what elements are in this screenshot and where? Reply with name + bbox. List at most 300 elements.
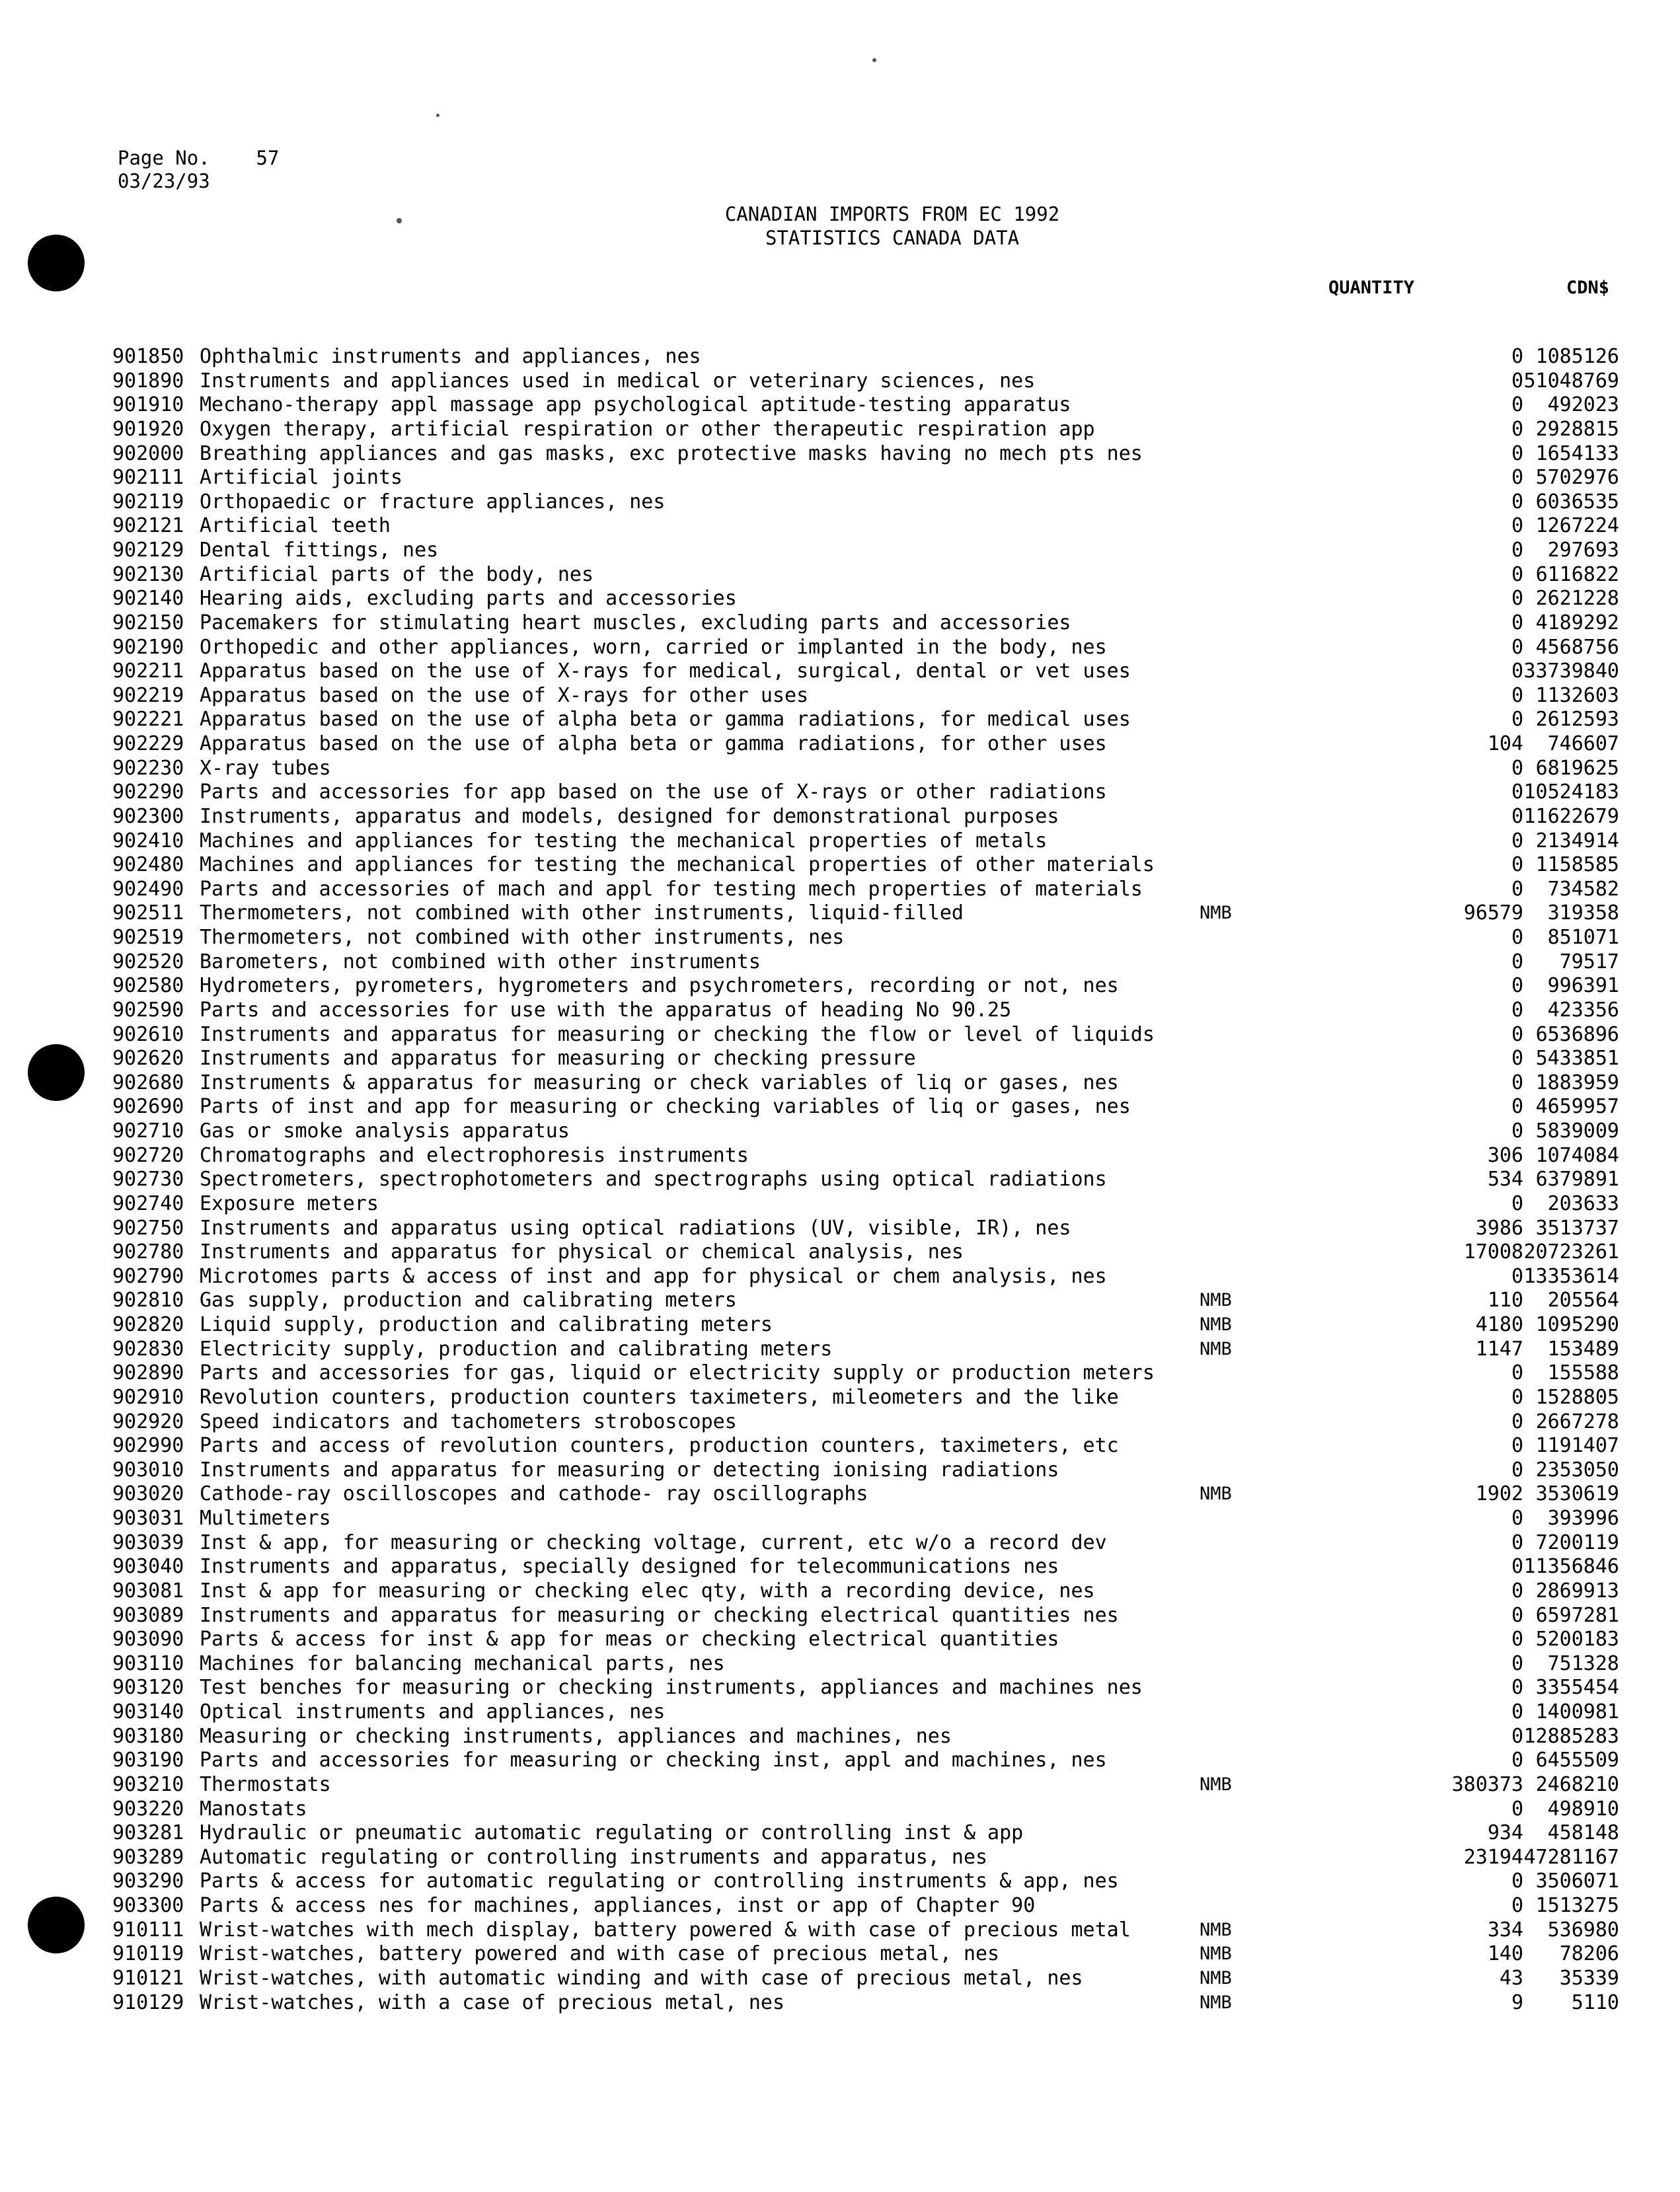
cdn-value-cell: 2928815 (1535, 417, 1619, 441)
commodity-description: Wrist-watches, battery powered and with case of precious metal, nes (200, 1942, 1000, 1966)
table-row (112, 926, 1619, 950)
quantity-cell: 0 (1511, 393, 1523, 417)
commodity-description: Parts & access nes for machines, appliances, inst or app of Chapter 90 (200, 1894, 1036, 1917)
quantity-cell: 0 (1511, 369, 1523, 393)
cdn-value-cell: 3513737 (1535, 1216, 1619, 1240)
cdn-value-cell: 1883959 (1535, 1071, 1619, 1094)
commodity-code: 901890 (112, 369, 184, 393)
quantity-cell: 0 (1511, 950, 1523, 973)
unit-of-measure: NMB (1200, 1338, 1232, 1359)
commodity-description: Wrist-watches with mech display, battery powered & with case of precious metal (200, 1918, 1131, 1942)
commodity-code: 903040 (112, 1555, 184, 1579)
commodity-description: Hydrometers, pyrometers, hygrometers and psychrometers, recording or not, nes (200, 974, 1119, 998)
commodity-code: 901850 (112, 345, 184, 368)
commodity-code: 902780 (112, 1240, 184, 1264)
commodity-description: Pacemakers for stimulating heart muscles, excluding parts and accessories (200, 611, 1071, 634)
table-row (112, 1967, 1619, 1991)
quantity-cell: 0 (1511, 998, 1523, 1022)
commodity-description: Revolution counters, production counters taximeters, mileometers and the like (200, 1385, 1119, 1409)
cdn-value-cell: 6819625 (1535, 756, 1619, 780)
quantity-cell: 96579 (1463, 901, 1523, 925)
commodity-description: Automatic regulating or controlling instruments and apparatus, nes (200, 1845, 988, 1869)
quantity-cell: 1902 (1475, 1482, 1523, 1506)
quantity-cell: 0 (1511, 1410, 1523, 1433)
table-row (112, 1991, 1619, 2016)
cdn-value-cell: 297693 (1547, 539, 1619, 562)
cdn-value-cell: 1074084 (1535, 1143, 1619, 1167)
commodity-code: 902480 (112, 853, 184, 877)
table-row (112, 780, 1619, 805)
table-row (112, 1628, 1619, 1652)
commodity-description: Machines for balancing mechanical parts, nes (200, 1651, 725, 1675)
commodity-code: 910119 (112, 1942, 184, 1966)
quantity-cell: 0 (1511, 926, 1523, 949)
commodity-code: 902000 (112, 441, 184, 465)
commodity-code: 902740 (112, 1191, 184, 1215)
cdn-value-cell: 5110 (1571, 1990, 1619, 2014)
table-row (112, 1797, 1619, 1822)
table-row (112, 1821, 1619, 1846)
quantity-cell: 1147 (1475, 1337, 1523, 1361)
quantity-cell: 0 (1511, 1603, 1523, 1627)
cdn-value-cell: 1095290 (1535, 1313, 1619, 1336)
commodity-description: Apparatus based on the use of X-rays for other uses (200, 683, 809, 707)
quantity-cell: 0 (1511, 1071, 1523, 1094)
commodity-description: Gas or smoke analysis apparatus (200, 1119, 570, 1143)
commodity-code: 903290 (112, 1870, 184, 1893)
commodity-description: Optical instruments and appliances, nes (200, 1700, 666, 1723)
quantity-cell: 0 (1511, 853, 1523, 877)
commodity-description: Machines and appliances for testing the mechanical properties of other materials (200, 853, 1155, 877)
commodity-code: 902610 (112, 1022, 184, 1046)
quantity-cell: 0 (1511, 611, 1523, 634)
table-row (112, 1023, 1619, 1047)
quantity-cell: 334 (1487, 1918, 1523, 1942)
quantity-cell: 9 (1511, 1990, 1523, 2014)
commodity-description: Liquid supply, production and calibrating meters (200, 1313, 773, 1336)
commodity-code: 902129 (112, 539, 184, 562)
commodity-description: Instruments and apparatus for measuring or checking electrical quantities nes (200, 1603, 1119, 1627)
commodity-code: 902219 (112, 683, 184, 707)
table-row (112, 418, 1619, 442)
table-row (112, 757, 1619, 781)
cdn-value-cell: 51048769 (1523, 369, 1619, 393)
commodity-code: 903081 (112, 1579, 184, 1603)
commodity-code: 903090 (112, 1628, 184, 1651)
commodity-description: Thermostats (200, 1772, 331, 1796)
cdn-value-cell: 12885283 (1523, 1724, 1619, 1748)
commodity-code: 902810 (112, 1289, 184, 1312)
table-row (112, 1047, 1619, 1071)
commodity-description: Apparatus based on the use of alpha beta or gamma radiations, for other uses (200, 732, 1107, 755)
table-row (112, 539, 1619, 563)
unit-of-measure: NMB (1200, 1967, 1232, 1988)
commodity-code: 902490 (112, 877, 184, 901)
quantity-cell: 110 (1487, 1289, 1523, 1312)
title-line-2: STATISTICS CANADA DATA (765, 227, 1020, 249)
cdn-value-cell: 6597281 (1535, 1603, 1619, 1627)
cdn-value-cell: 851071 (1547, 926, 1619, 949)
unit-of-measure: NMB (1200, 903, 1232, 924)
commodity-description: Instruments and apparatus for measuring or checking pressure (200, 1047, 916, 1071)
cdn-value-cell: 47281167 (1523, 1845, 1619, 1869)
table-row (112, 345, 1619, 369)
table-row (112, 1918, 1619, 1943)
quantity-cell: 0 (1511, 466, 1523, 490)
cdn-value-cell: 10524183 (1523, 780, 1619, 804)
commodity-code: 902190 (112, 635, 184, 659)
commodity-code: 903300 (112, 1894, 184, 1917)
commodity-description: Parts and accessories for app based on the use of X-rays or other radiations (200, 780, 1107, 804)
table-row (112, 878, 1619, 902)
cdn-value-cell: 746607 (1547, 732, 1619, 755)
cdn-value-cell: 319358 (1547, 901, 1619, 925)
commodity-code: 902511 (112, 901, 184, 925)
scan-speck (397, 218, 402, 223)
commodity-description: Inst & app for measuring or checking elec qty, with a recording device, nes (200, 1579, 1095, 1603)
commodity-code: 903190 (112, 1749, 184, 1772)
cdn-value-cell: 5200183 (1535, 1628, 1619, 1651)
commodity-code: 902710 (112, 1119, 184, 1143)
quantity-cell: 0 (1511, 1361, 1523, 1385)
quantity-cell: 0 (1511, 756, 1523, 780)
quantity-cell: 934 (1487, 1821, 1523, 1845)
table-row (112, 1652, 1619, 1677)
commodity-description: Parts and accessories of mach and appl for testing mech properties of materials (200, 877, 1143, 901)
page-header (118, 147, 279, 193)
commodity-code: 902229 (112, 732, 184, 755)
table-row (112, 732, 1619, 757)
commodity-code: 902820 (112, 1313, 184, 1336)
quantity-cell: 0 (1511, 1507, 1523, 1530)
commodity-code: 902910 (112, 1385, 184, 1409)
table-row (112, 901, 1619, 926)
commodity-code: 902590 (112, 998, 184, 1022)
cdn-value-cell: 1158585 (1535, 853, 1619, 877)
quantity-cell: 0 (1511, 1264, 1523, 1288)
quantity-cell: 0 (1511, 1385, 1523, 1409)
table-row (112, 587, 1619, 611)
commodity-description: Parts and accessories for use with the apparatus of heading No 90.25 (200, 998, 1012, 1022)
commodity-description: Thermometers, not combined with other instruments, liquid-filled (200, 901, 964, 925)
cdn-value-cell: 751328 (1547, 1651, 1619, 1675)
cdn-value-cell: 393996 (1547, 1507, 1619, 1530)
commodity-code: 902580 (112, 974, 184, 998)
page-number: 57 (256, 147, 280, 169)
cdn-value-cell: 2612593 (1535, 708, 1619, 732)
commodity-code: 902920 (112, 1410, 184, 1433)
cdn-value-cell: 1513275 (1535, 1894, 1619, 1917)
commodity-description: Ophthalmic instruments and appliances, nes (200, 345, 701, 368)
table-row (112, 636, 1619, 660)
commodity-code: 903289 (112, 1845, 184, 1869)
commodity-code: 902890 (112, 1361, 184, 1385)
table-row (112, 1458, 1619, 1483)
commodity-description: Parts & access for inst & app for meas or checking electrical quantities (200, 1628, 1059, 1651)
unit-of-measure: NMB (1200, 1992, 1232, 2013)
table-row (112, 1386, 1619, 1410)
commodity-code: 902750 (112, 1216, 184, 1240)
quantity-cell: 0 (1511, 1724, 1523, 1748)
cdn-value-cell: 3530619 (1535, 1482, 1619, 1506)
cdn-value-cell: 6036535 (1535, 490, 1619, 513)
commodity-code: 903039 (112, 1531, 184, 1554)
commodity-code: 902290 (112, 780, 184, 804)
report-date: 03/23/93 (118, 170, 210, 192)
quantity-cell: 0 (1511, 1022, 1523, 1046)
page-number-line (118, 147, 279, 170)
quantity-cell: 0 (1511, 1676, 1523, 1700)
cdn-value-cell: 2621228 (1535, 587, 1619, 611)
table-row (112, 1240, 1619, 1265)
commodity-code: 902230 (112, 756, 184, 780)
commodity-code: 902140 (112, 587, 184, 611)
table-row (112, 1507, 1619, 1531)
quantity-cell: 0 (1511, 1095, 1523, 1119)
cdn-value-cell: 6455509 (1535, 1749, 1619, 1772)
commodity-code: 903140 (112, 1700, 184, 1723)
quantity-cell: 0 (1511, 1700, 1523, 1723)
commodity-description: Exposure meters (200, 1191, 379, 1215)
table-row (112, 1095, 1619, 1119)
unit-of-measure: NMB (1200, 1944, 1232, 1965)
cdn-value-cell: 536980 (1547, 1918, 1619, 1942)
commodity-code: 902211 (112, 660, 184, 683)
table-row (112, 1168, 1619, 1192)
commodity-description: Gas supply, production and calibrating meters (200, 1289, 737, 1312)
table-row (112, 1870, 1619, 1894)
commodity-code: 903031 (112, 1507, 184, 1530)
quantity-cell: 43 (1499, 1966, 1523, 1990)
quantity-cell: 0 (1511, 345, 1523, 368)
table-row (112, 1579, 1619, 1604)
table-row (112, 1410, 1619, 1435)
table-row (112, 1289, 1619, 1313)
commodity-description: X-ray tubes (200, 756, 331, 780)
cdn-value-cell: 11356846 (1523, 1555, 1619, 1579)
quantity-cell: 23194 (1463, 1845, 1523, 1869)
quantity-cell: 0 (1511, 660, 1523, 683)
cdn-value-cell: 33739840 (1523, 660, 1619, 683)
commodity-code: 902410 (112, 829, 184, 852)
commodity-description: Parts of inst and app for measuring or checking variables of liq or gases, nes (200, 1095, 1131, 1119)
punch-hole-bottom (28, 1897, 85, 1953)
quantity-cell: 0 (1511, 1579, 1523, 1603)
table-row (112, 999, 1619, 1023)
quantity-column-header: QUANTITY (1328, 278, 1415, 298)
table-row (112, 514, 1619, 539)
table-row (112, 1265, 1619, 1289)
cdn-value-cell: 3506071 (1535, 1870, 1619, 1893)
table-row (112, 1749, 1619, 1773)
quantity-cell: 0 (1511, 1749, 1523, 1772)
quantity-cell: 0 (1511, 441, 1523, 465)
table-row (112, 1338, 1619, 1362)
punch-hole-middle (28, 1044, 85, 1101)
commodity-code: 910129 (112, 1990, 184, 2014)
quantity-cell: 0 (1511, 683, 1523, 707)
cdn-value-cell: 498910 (1547, 1797, 1619, 1821)
quantity-cell: 0 (1511, 587, 1523, 611)
cdn-value-cell: 35339 (1559, 1966, 1619, 1990)
commodity-code: 901910 (112, 393, 184, 417)
table-row (112, 1434, 1619, 1458)
table-row (112, 1700, 1619, 1725)
quantity-cell: 0 (1511, 1870, 1523, 1893)
cdn-value-cell: 4189292 (1535, 611, 1619, 634)
quantity-cell: 0 (1511, 804, 1523, 828)
commodity-description: Instruments & apparatus for measuring or check variables of liq or gases, nes (200, 1071, 1119, 1094)
cdn-value-cell: 1085126 (1535, 345, 1619, 368)
commodity-code: 902111 (112, 466, 184, 490)
scan-speck (872, 58, 876, 62)
quantity-cell: 0 (1511, 514, 1523, 538)
cdn-value-cell: 203633 (1547, 1191, 1619, 1215)
quantity-cell: 104 (1487, 732, 1523, 755)
quantity-cell: 0 (1511, 1434, 1523, 1458)
quantity-cell: 0 (1511, 877, 1523, 901)
commodity-description: Instruments and appliances used in medical or veterinary sciences, nes (200, 369, 1036, 393)
cdn-value-cell: 205564 (1547, 1289, 1619, 1312)
commodity-description: Apparatus based on the use of alpha beta or gamma radiations, for medical uses (200, 708, 1131, 732)
punch-hole-top (28, 235, 85, 291)
commodity-description: Parts and access of revolution counters, production counters, taximeters, etc (200, 1434, 1119, 1458)
commodity-description: Artificial parts of the body, nes (200, 562, 594, 586)
commodity-description: Orthopedic and other appliances, worn, carried or implanted in the body, nes (200, 635, 1107, 659)
report-title (661, 202, 1124, 250)
commodity-description: Breathing appliances and gas masks, exc protective masks having no mech pts nes (200, 441, 1143, 465)
commodity-description: Instruments and apparatus, specially designed for telecommunications nes (200, 1555, 1059, 1579)
commodity-description: Wrist-watches, with a case of precious metal, nes (200, 1990, 785, 2014)
quantity-cell: 0 (1511, 780, 1523, 804)
table-row (112, 393, 1619, 418)
cdn-value-cell: 1191407 (1535, 1434, 1619, 1458)
commodity-code: 903120 (112, 1676, 184, 1700)
table-row (112, 1071, 1619, 1096)
commodity-description: Instruments and apparatus for measuring or detecting ionising radiations (200, 1458, 1059, 1482)
quantity-cell: 0 (1511, 974, 1523, 998)
quantity-cell: 0 (1511, 490, 1523, 513)
commodity-code: 903220 (112, 1797, 184, 1821)
table-row (112, 1217, 1619, 1241)
table-row (112, 490, 1619, 515)
cdn-value-cell: 458148 (1547, 1821, 1619, 1845)
quantity-cell: 0 (1511, 635, 1523, 659)
table-row (112, 442, 1619, 467)
cdn-value-cell: 492023 (1547, 393, 1619, 417)
commodity-description: Oxygen therapy, artificial respiration or other therapeutic respiration app (200, 417, 1095, 441)
quantity-cell: 3986 (1475, 1216, 1523, 1240)
cdn-value-cell: 734582 (1547, 877, 1619, 901)
table-row (112, 853, 1619, 878)
commodity-description: Dental fittings, nes (200, 539, 439, 562)
table-row (112, 1604, 1619, 1628)
quantity-cell: 4180 (1475, 1313, 1523, 1336)
commodity-code: 903180 (112, 1724, 184, 1748)
cdn-value-cell: 20723261 (1523, 1240, 1619, 1264)
commodity-description: Apparatus based on the use of X-rays for medical, surgical, dental or vet uses (200, 660, 1131, 683)
table-row (112, 829, 1619, 854)
cdn-column-header: CDN$ (1566, 278, 1610, 298)
table-row (112, 1942, 1619, 1967)
commodity-code: 901920 (112, 417, 184, 441)
commodity-code: 902720 (112, 1143, 184, 1167)
cdn-value-cell: 1267224 (1535, 514, 1619, 538)
quantity-cell: 0 (1511, 1797, 1523, 1821)
quantity-cell: 0 (1511, 1894, 1523, 1917)
cdn-value-cell: 1654133 (1535, 441, 1619, 465)
cdn-value-cell: 423356 (1547, 998, 1619, 1022)
commodity-description: Chromatographs and electrophoresis instruments (200, 1143, 749, 1167)
commodity-code: 910111 (112, 1918, 184, 1942)
cdn-value-cell: 1132603 (1535, 683, 1619, 707)
quantity-cell: 0 (1511, 1191, 1523, 1215)
commodity-description: Thermometers, not combined with other instruments, nes (200, 926, 845, 949)
commodity-code: 903281 (112, 1821, 184, 1845)
cdn-value-cell: 78206 (1559, 1942, 1619, 1966)
cdn-value-cell: 2667278 (1535, 1410, 1619, 1433)
unit-of-measure: NMB (1200, 1484, 1232, 1505)
commodity-code: 910121 (112, 1966, 184, 1990)
commodity-description: Instruments, apparatus and models, designed for demonstrational purposes (200, 804, 1059, 828)
table-row (112, 1313, 1619, 1338)
commodity-code: 902130 (112, 562, 184, 586)
commodity-description: Artificial joints (200, 466, 403, 490)
table-row (112, 684, 1619, 708)
quantity-cell: 140 (1487, 1942, 1523, 1966)
commodity-description: Multimeters (200, 1507, 331, 1530)
table-row (112, 708, 1619, 732)
commodity-code: 902519 (112, 926, 184, 949)
quantity-cell: 17008 (1463, 1240, 1523, 1264)
commodity-code: 903020 (112, 1482, 184, 1506)
commodity-description: Barometers, not combined with other instruments (200, 950, 761, 973)
table-row (112, 1725, 1619, 1749)
commodity-code: 902620 (112, 1047, 184, 1071)
table-row (112, 1676, 1619, 1700)
quantity-cell: 0 (1511, 417, 1523, 441)
cdn-value-cell: 3355454 (1535, 1676, 1619, 1700)
cdn-value-cell: 155588 (1547, 1361, 1619, 1385)
commodity-description: Parts and accessories for measuring or checking inst, appl and machines, nes (200, 1749, 1107, 1772)
commodity-code: 902790 (112, 1264, 184, 1288)
commodity-description: Wrist-watches, with automatic winding and with case of precious metal, nes (200, 1966, 1083, 1990)
table-row (112, 1361, 1619, 1386)
commodity-description: Artificial teeth (200, 514, 391, 538)
commodity-code: 902520 (112, 950, 184, 973)
quantity-cell: 380373 (1451, 1772, 1523, 1796)
commodity-code: 902830 (112, 1337, 184, 1361)
unit-of-measure: NMB (1200, 1919, 1232, 1940)
quantity-cell: 0 (1511, 708, 1523, 732)
table-row (112, 1773, 1619, 1797)
table-row (112, 563, 1619, 587)
commodity-description: Inst & app, for measuring or checking voltage, current, etc w/o a record dev (200, 1531, 1107, 1554)
scan-speck (436, 114, 439, 117)
quantity-cell: 0 (1511, 539, 1523, 562)
commodity-description: Hydraulic or pneumatic automatic regulating or controlling inst & app (200, 1821, 1024, 1845)
table-row (112, 1482, 1619, 1507)
cdn-value-cell: 11622679 (1523, 804, 1619, 828)
page-label: Page No. (118, 147, 210, 169)
commodity-code: 902119 (112, 490, 184, 513)
table-row (112, 660, 1619, 684)
cdn-value-cell: 6379891 (1535, 1168, 1619, 1191)
commodity-description: Manostats (200, 1797, 307, 1821)
commodity-description: Hearing aids, excluding parts and accessories (200, 587, 737, 611)
commodity-description: Orthopaedic or fracture appliances, nes (200, 490, 666, 513)
quantity-cell: 0 (1511, 1047, 1523, 1071)
